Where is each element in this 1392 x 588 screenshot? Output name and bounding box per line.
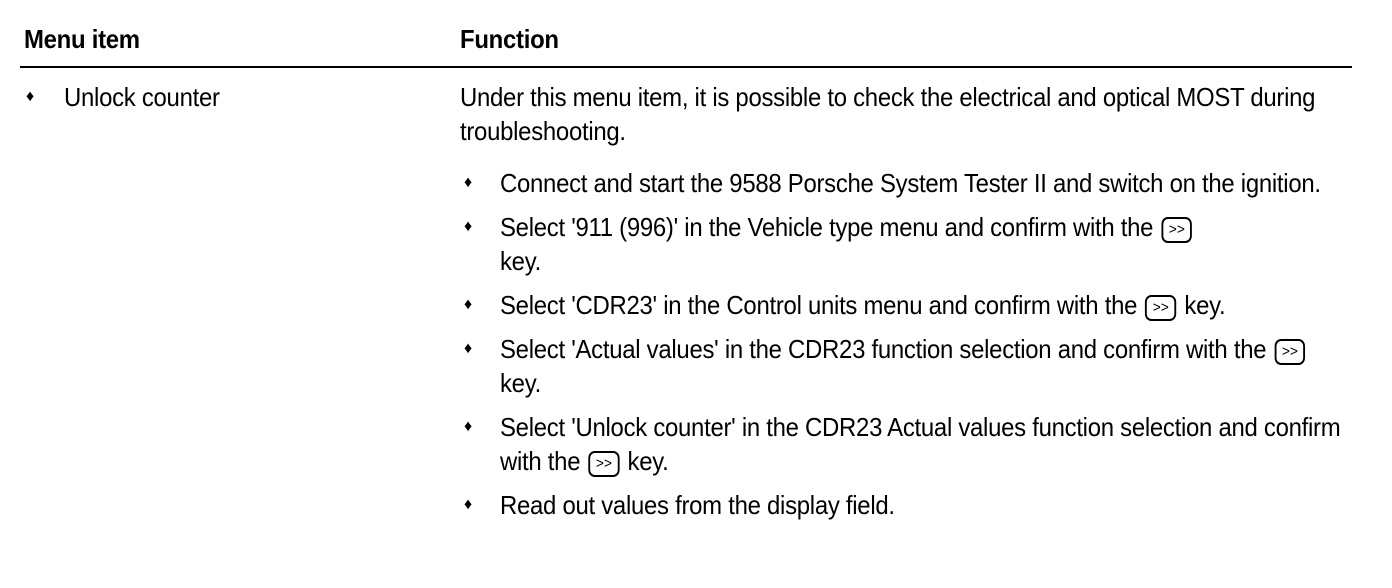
step-text-tail: key.: [627, 446, 669, 476]
menu-item-label: Unlock counter: [64, 82, 220, 112]
header-function: Function: [460, 24, 559, 54]
step-text: Select 'CDR23' in the Control units menu and confirm with the: [500, 290, 1138, 320]
menu-entry-unlock-counter: [20, 80, 440, 114]
menu-item-cell: [20, 80, 440, 114]
step-item: [460, 288, 1352, 322]
diamond-bullet-icon: ♦: [464, 340, 472, 357]
forward-key-icon: >>: [588, 451, 619, 477]
function-cell: [460, 80, 1352, 532]
step-text: Read out values from the display field.: [500, 490, 895, 520]
intro-text: Under this menu item, it is possible to check the electrical and optical MOST during troubleshooting.: [460, 82, 1316, 146]
step-item: [460, 166, 1352, 200]
step-text: Connect and start the 9588 Porsche System Tester II and switch on the ignition.: [500, 168, 1321, 198]
diamond-bullet-icon: ♦: [464, 496, 472, 513]
forward-key-icon: >>: [1145, 295, 1176, 321]
step-item: [460, 210, 1352, 278]
diamond-bullet-icon: ♦: [464, 174, 472, 191]
step-item: [460, 488, 1352, 522]
step-item: [460, 410, 1352, 478]
step-item: [460, 332, 1352, 400]
step-text: Select '911 (996)' in the Vehicle type menu and confirm with the: [500, 212, 1154, 242]
diamond-bullet-icon: ♦: [464, 418, 472, 435]
function-intro: [460, 80, 1352, 148]
step-text-tail: key.: [500, 246, 541, 276]
step-text-tail: key.: [500, 368, 541, 398]
menu-function-table: [20, 0, 1352, 520]
step-text: Select 'Actual values' in the CDR23 function selection and confirm with the: [500, 334, 1267, 364]
step-text: Select 'Unlock counter' in the CDR23 Actual values function selection and confirm with the: [500, 412, 1341, 476]
diamond-bullet-icon: ♦: [464, 218, 472, 235]
forward-key-icon: >>: [1274, 339, 1305, 365]
diamond-bullet-icon: ♦: [464, 296, 472, 313]
step-text-tail: key.: [1184, 290, 1226, 320]
table-header-row: [20, 0, 1352, 68]
diamond-bullet-icon: ♦: [26, 88, 34, 105]
header-menu-item: Menu item: [24, 24, 140, 54]
forward-key-icon: >>: [1161, 217, 1192, 243]
